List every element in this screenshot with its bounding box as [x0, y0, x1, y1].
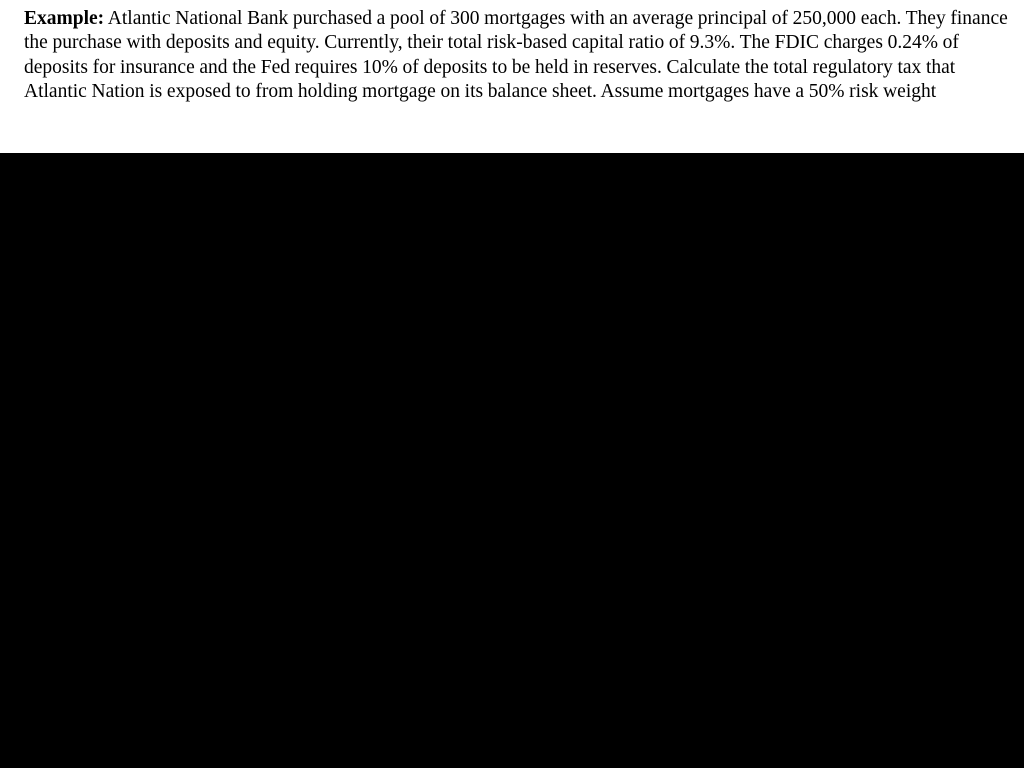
blank-black-area [0, 153, 1024, 768]
example-body: Atlantic National Bank purchased a pool of 300 mortgages with an average principal of 250,000 each. They finance the purchase with deposits and equity. Currently, their total risk-based capital ratio of 9.3%. The FDIC charges 0.24% of deposits for insurance and the Fed requires 10% of deposits to be held in reserves. Calculate the total regulatory tax that Atlantic Nation is exposed to from holding mortgage on its balance sheet. Assume mortgages have a 50% risk weight [24, 8, 1008, 103]
text-panel [0, 0, 1024, 153]
example-paragraph [24, 7, 1010, 105]
example-label: Example: [24, 8, 105, 29]
